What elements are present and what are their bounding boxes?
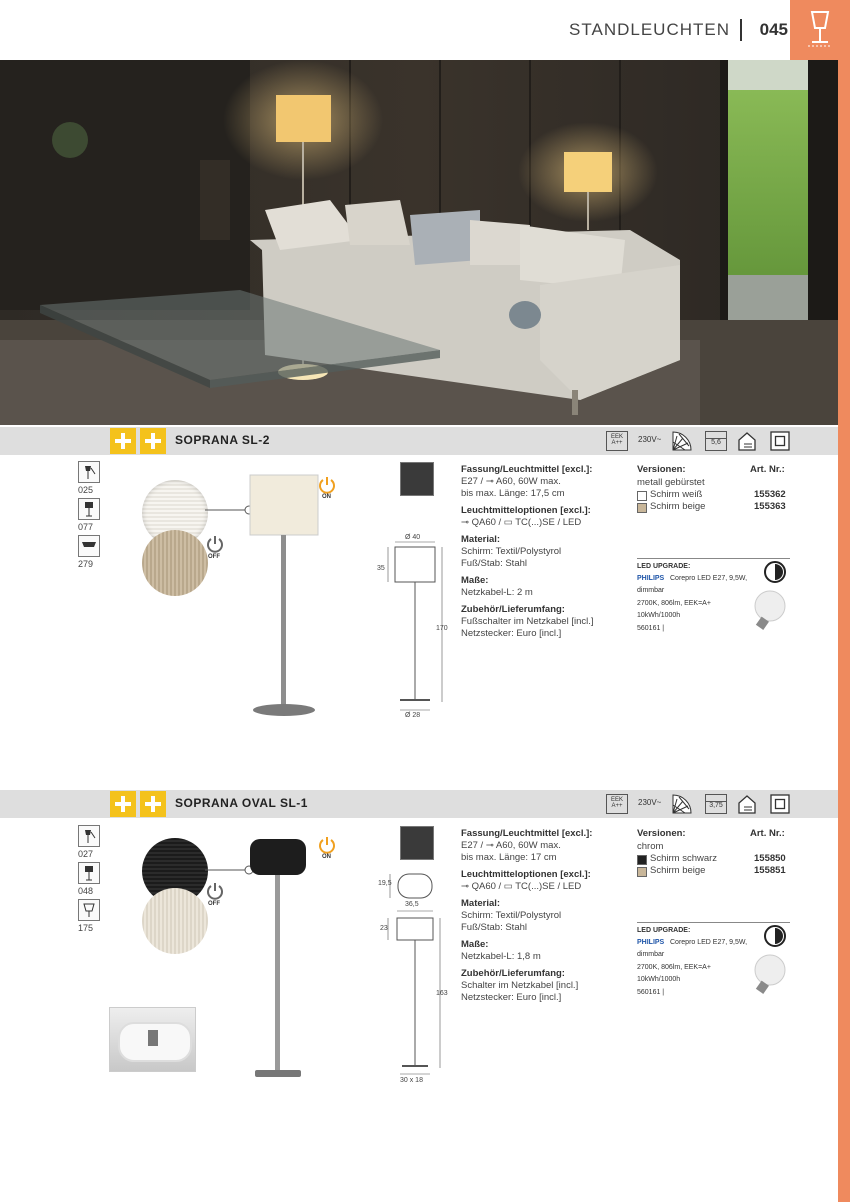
spec-line: Schalter im Netzkabel [incl.] [461,980,579,991]
spec-head: Fassung/Leuchtmittel [excl.]: [461,464,593,475]
floor-lamp-icon [790,0,850,60]
version-label: Schirm beige [650,865,706,876]
spec-head: Zubehör/Lieferumfang: [461,968,565,979]
spec-line: ⊸ QA60 / ▭ TC(...)SE / LED [461,517,582,528]
dimension-drawing [380,866,450,1086]
hero-photo [0,60,838,425]
fabric-swatch-beige [142,888,208,954]
class-ii-icon [770,794,790,814]
version-label: Schirm weiß [650,489,703,500]
upgrade-line: dimmbar [637,951,665,958]
philips-logo: PHILIPS [637,939,665,946]
product-lamp-image [245,832,315,1082]
spec-line: E27 / ⊸ A60, 60W max. [461,476,561,487]
lamp-type-icon [78,825,100,847]
version-swatch [637,503,647,513]
on-label: ON [322,854,331,860]
voltage-label: 230V~ [638,798,662,807]
upgrade-line: Corepro LED E27, 9,5W, [670,575,748,582]
led-bulb-icon [748,954,788,999]
upgrade-line: 2700K, 806lm, EEK=A+ [637,600,711,607]
energy-label-icon: EEK A++ [606,794,628,814]
upgrade-title: LED UPGRADE: [637,563,691,570]
plus-icon [110,428,136,454]
icon-code: 279 [78,559,94,569]
fabric-swatch-beige [142,530,208,596]
upgrade-title: LED UPGRADE: [637,927,691,934]
category-tab [790,0,850,60]
version-group: chrom [637,841,664,852]
lamp-type-icon [78,899,100,921]
dim-diameter-base: Ø 28 [405,712,421,719]
icon-code: 025 [78,485,94,495]
off-label: OFF [208,901,220,907]
article-number: 155851 [754,865,786,876]
power-on-icon [318,836,336,854]
spec-head: Maße: [461,939,489,950]
upgrade-line: 560161 | [637,625,665,632]
page-number: 045 [759,20,788,39]
philips-logo: PHILIPS [637,575,665,582]
protection-class-icon [736,793,758,815]
product-bar [0,790,838,818]
spec-line: Schirm: Textil/Polystyrol [461,546,562,557]
spec-head: Material: [461,534,501,545]
icon-code: 027 [78,849,94,859]
off-label: OFF [208,554,220,560]
wattage-value: 3,75 [709,802,723,809]
dim-total-height: 163 [436,990,448,997]
spec-head: Leuchtmitteloptionen [excl.]: [461,505,591,516]
spec-line: Fußschalter im Netzkabel [incl.] [461,616,594,627]
voltage-label: 230V~ [638,435,662,444]
shade-detail-photo [109,1007,196,1072]
power-off-icon [206,882,224,900]
wattage-badge [705,431,727,451]
lamp-type-icon [78,461,100,483]
upgrade-divider [637,922,790,923]
lamp-type-icon [78,498,100,520]
spec-head: Maße: [461,575,489,586]
upgrade-divider [637,558,790,559]
dimmable-icon [763,560,787,584]
article-number: 155363 [754,501,786,512]
class-ii-icon [770,431,790,451]
upgrade-line: Corepro LED E27, 9,5W, [670,939,748,946]
dim-shade-width: 36,5 [405,901,419,908]
version-swatch [637,855,647,865]
article-number: 155850 [754,853,786,864]
spec-line: ⊸ QA60 / ▭ TC(...)SE / LED [461,881,582,892]
on-label: ON [322,494,331,500]
dim-shade-height: 23 [380,925,388,932]
header-separator [740,19,742,41]
plus-icon [140,428,166,454]
dim-shade-height: 35 [377,565,385,572]
plus-icon [110,791,136,817]
versions-head: Versionen: [637,828,686,839]
dim-diameter-top: Ø 40 [405,534,421,541]
page-title: STANDLEUCHTEN [569,20,730,39]
spec-line: Netzkabel-L: 2 m [461,587,533,598]
upgrade-line: 560161 | [637,989,665,996]
version-label: Schirm beige [650,501,706,512]
protection-class-icon [736,430,758,452]
spec-head: Fassung/Leuchtmittel [excl.]: [461,828,593,839]
version-swatch [637,491,647,501]
spec-line: bis max. Länge: 17 cm [461,852,557,863]
led-bulb-icon [748,590,788,635]
upgrade-line: 10kWh/1000h [637,612,681,619]
socket-icon [400,826,434,860]
product-bar [0,427,838,455]
dim-oval-height: 19,5 [378,880,392,887]
spec-head: Leuchtmitteloptionen [excl.]: [461,869,591,880]
article-number: 155362 [754,489,786,500]
spec-line: Netzkabel-L: 1,8 m [461,951,541,962]
power-off-icon [206,535,224,553]
beam-angle-icon [671,793,693,815]
version-swatch [637,867,647,877]
energy-label-icon: EEK A++ [606,431,628,451]
product-name: SOPRANA OVAL SL-1 [175,796,308,810]
socket-icon [400,462,434,496]
lamp-type-icon [78,862,100,884]
wattage-badge [705,794,727,814]
upgrade-line: 2700K, 806lm, EEK=A+ [637,964,711,971]
spec-line: bis max. Länge: 17,5 cm [461,488,565,499]
art-head: Art. Nr.: [750,464,785,475]
upgrade-line: dimmbar [637,587,665,594]
spec-block [461,828,631,1004]
spec-head: Material: [461,898,501,909]
side-accent-bar [838,60,850,1202]
product-lamp-image [245,470,325,720]
dimmable-icon [763,924,787,948]
art-head: Art. Nr.: [750,828,785,839]
upgrade-line: 10kWh/1000h [637,976,681,983]
version-label: Schirm schwarz [650,853,718,864]
spec-line: Fuß/Stab: Stahl [461,922,528,933]
wattage-value: 5,6 [711,439,721,446]
lamp-type-icon [78,535,100,557]
spec-line: Schirm: Textil/Polystyrol [461,910,562,921]
icon-code: 048 [78,886,94,896]
spec-line: Netzstecker: Euro [incl.] [461,992,562,1003]
dim-base: 30 x 18 [400,1077,423,1084]
spec-line: E27 / ⊸ A60, 60W max. [461,840,561,851]
spec-head: Zubehör/Lieferumfang: [461,604,565,615]
version-group: metall gebürstet [637,477,705,488]
spec-line: Fuß/Stab: Stahl [461,558,528,569]
versions-head: Versionen: [637,464,686,475]
dim-total-height: 170 [436,625,448,632]
spec-line: Netzstecker: Euro [incl.] [461,628,562,639]
icon-code: 077 [78,522,94,532]
product-name: SOPRANA SL-2 [175,433,270,447]
icon-code: 175 [78,923,94,933]
beam-angle-icon [671,430,693,452]
plus-icon [140,791,166,817]
spec-block [461,464,631,640]
